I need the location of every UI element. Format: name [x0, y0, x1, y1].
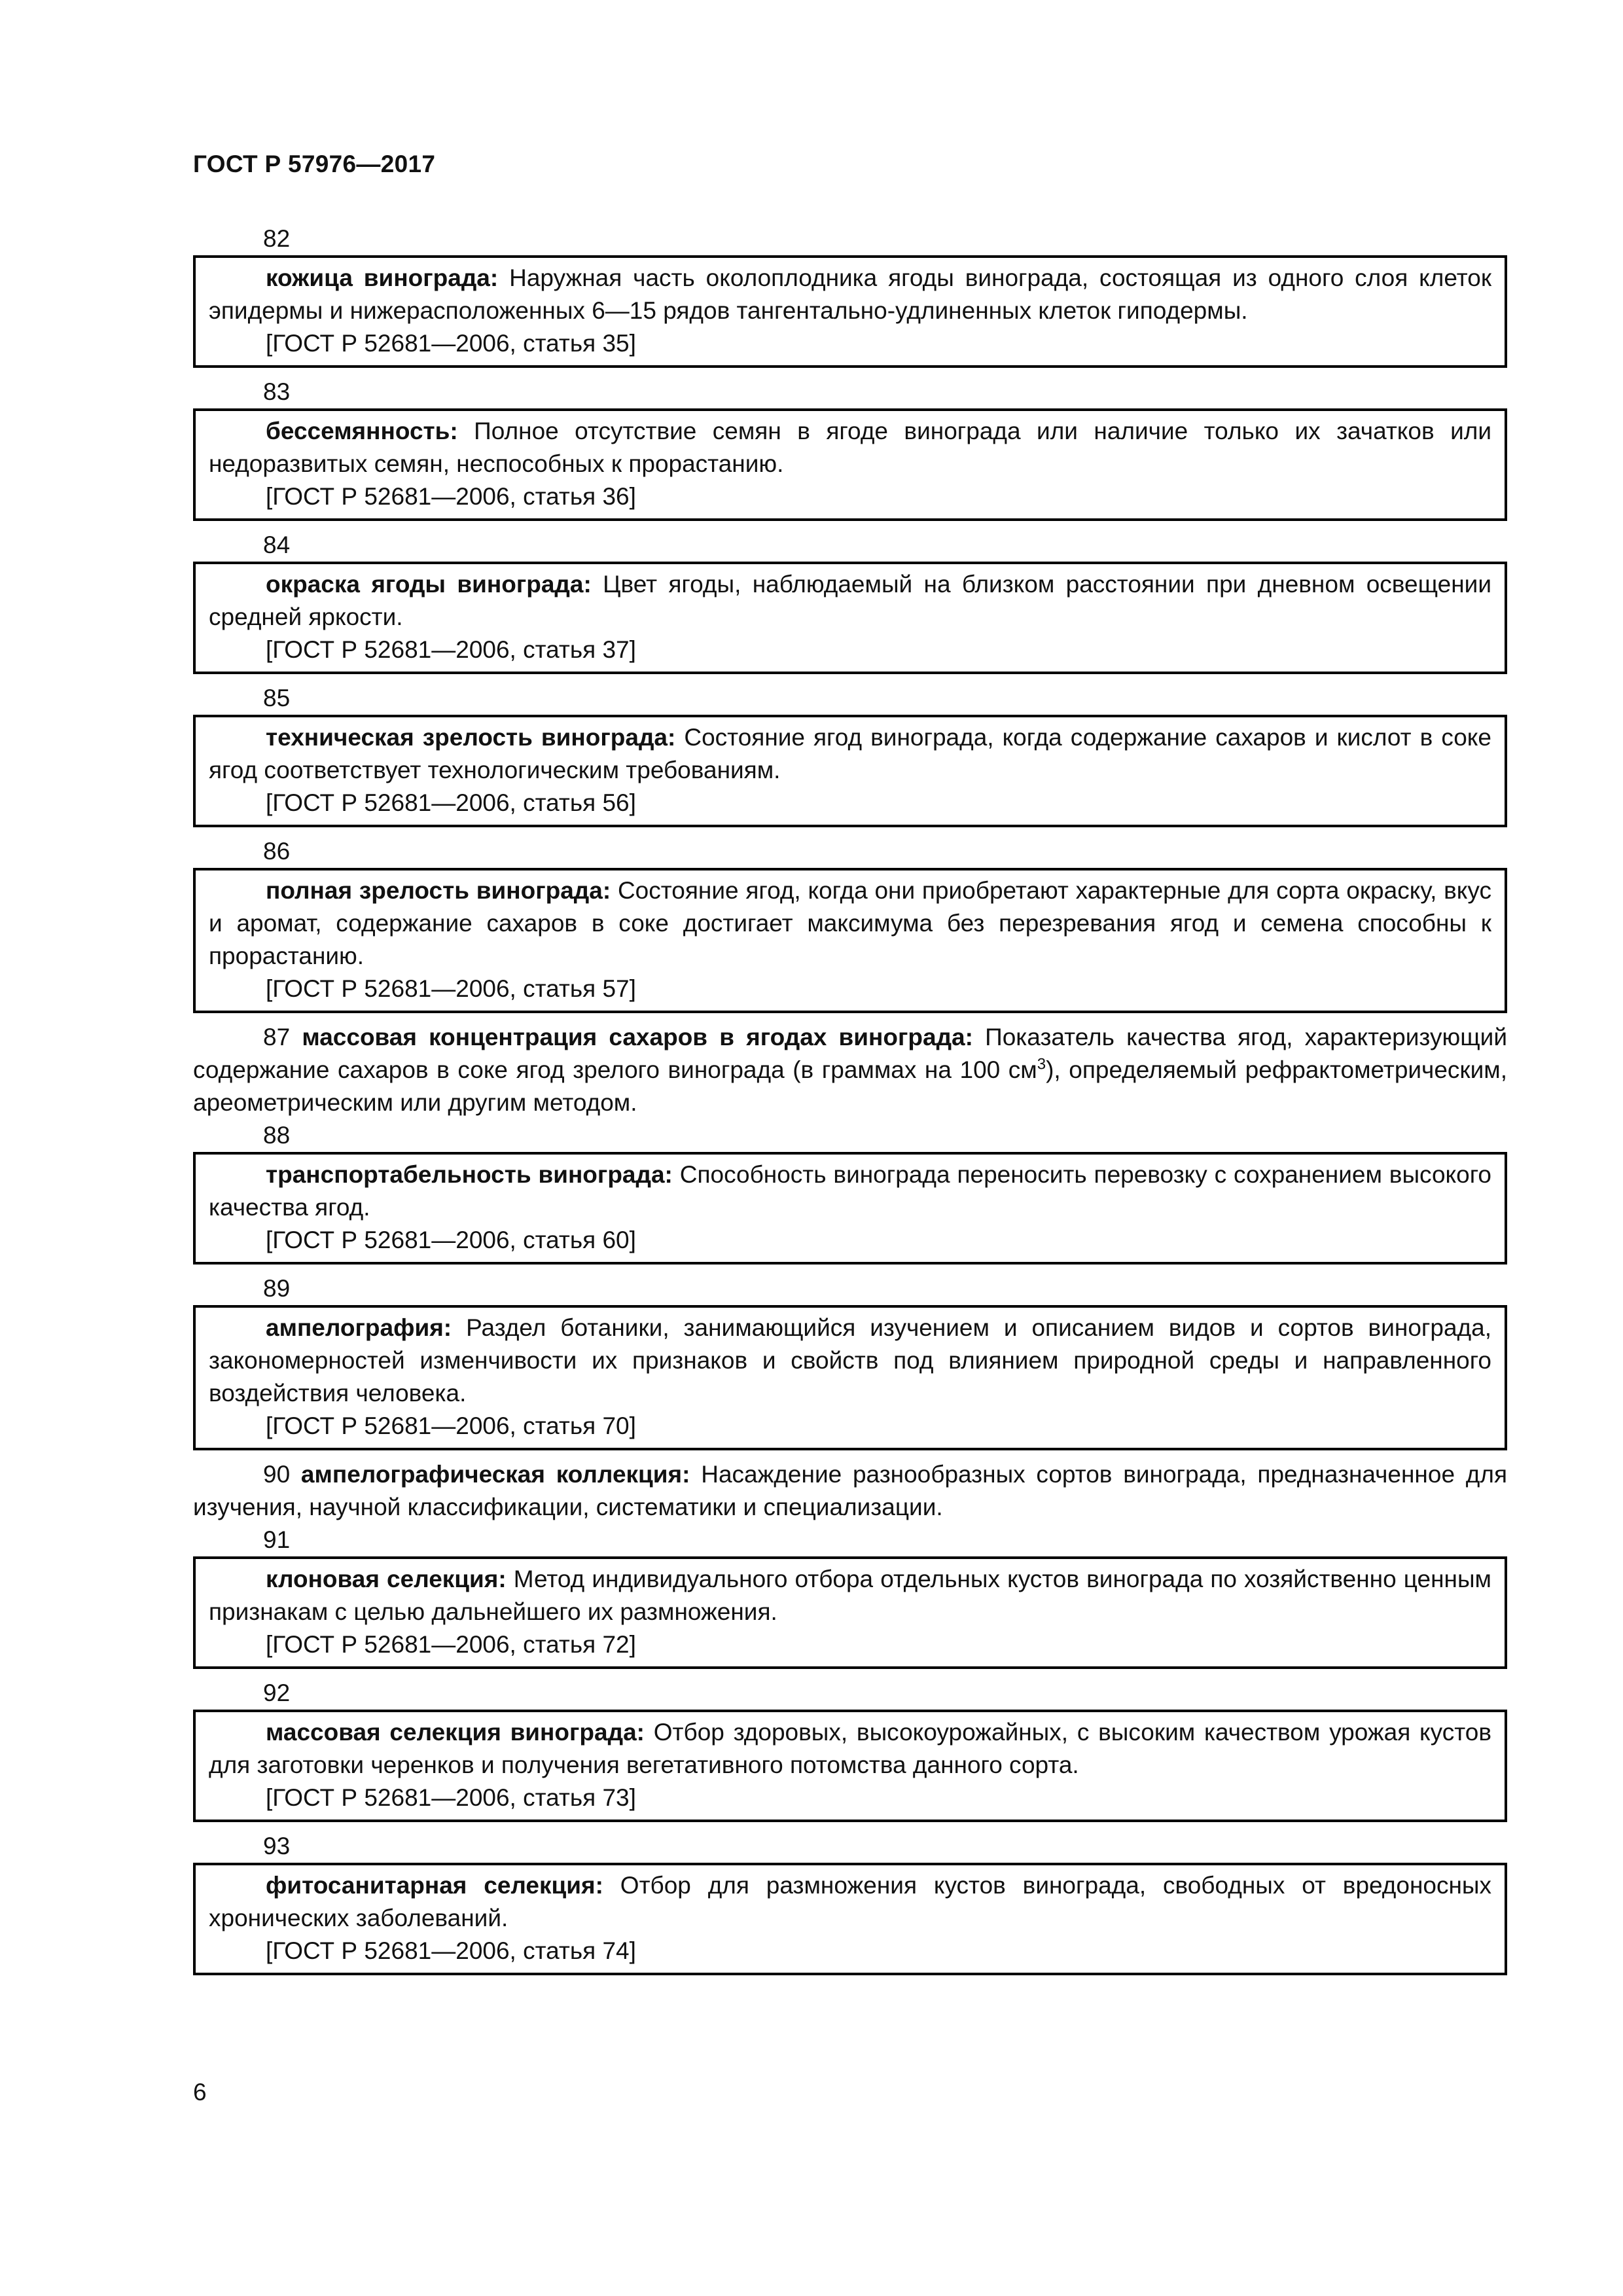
term-name: массовая селекция винограда:: [266, 1719, 645, 1746]
term-box: [193, 408, 1507, 521]
term-name: транспортабельность винограда:: [266, 1161, 673, 1188]
term-name: ампелография:: [266, 1314, 452, 1341]
term-name: полная зрелость винограда:: [266, 877, 611, 904]
definition-text: Показатель качества ягод, характеризующий содержание сахаров в соке ягод зрелого винограда (в граммах на 100 см: [193, 1024, 1507, 1083]
term-definition: [209, 874, 1491, 973]
entry-number: 82: [263, 225, 291, 252]
term-box: [193, 1152, 1507, 1265]
source-reference: [ГОСТ Р 52681—2006, статья 72]: [266, 1631, 636, 1658]
definition-text: Насаждение разнообразных сортов винограда, предназначенное для изучения, научной классификации, систематики и специализации.: [193, 1461, 1507, 1520]
term-definition: [209, 1158, 1491, 1224]
definition-text: Отбор здоровых, высокоурожайных, с высоким качеством урожая кустов для заготовки черенков и получения вегетативного потомства данного сорта.: [209, 1719, 1491, 1778]
term-name: кожица винограда:: [266, 264, 499, 291]
entry-number: 86: [263, 838, 291, 865]
term-definition-unboxed: [193, 1458, 1507, 1524]
entry-number: 90: [263, 1461, 291, 1488]
term-name: ампелографическая коллекция:: [300, 1461, 690, 1488]
term-box: [193, 1556, 1507, 1669]
term-box: [193, 255, 1507, 368]
source-reference: [ГОСТ Р 52681—2006, статья 37]: [266, 636, 636, 663]
term-definition: [209, 415, 1491, 480]
term-name: фитосанитарная селекция:: [266, 1872, 603, 1899]
definition-text: ), определяемый рефрактометрическим, ареометрическим или другим методом.: [193, 1056, 1507, 1116]
source-reference: [ГОСТ Р 52681—2006, статья 57]: [266, 975, 636, 1002]
definition-text: Состояние ягод, когда они приобретают характерные для сорта окраску, вкус и аромат, содержание сахаров в соке достигает максимума без перезревания ягод и семена способны к прорастанию.: [209, 877, 1491, 969]
source-reference: [ГОСТ Р 52681—2006, статья 36]: [266, 483, 636, 510]
definition-text: Цвет ягоды, наблюдаемый на близком расстоянии при дневном освещении средней яркости.: [209, 571, 1491, 630]
source-reference: [ГОСТ Р 52681—2006, статья 70]: [266, 1412, 636, 1439]
term-name: бессемянность:: [266, 418, 458, 444]
term-definition-unboxed: [193, 1021, 1507, 1119]
term-name: клоновая селекция:: [266, 1566, 507, 1592]
term-box: [193, 715, 1507, 827]
term-definition: [209, 1716, 1491, 1782]
definition-text: Полное отсутствие семян в ягоде винограда или наличие только их зачатков или недоразвитых семян, неспособных к прорастанию.: [209, 418, 1491, 477]
page-number: 6: [193, 2079, 207, 2106]
term-definition: [209, 262, 1491, 327]
source-reference: [ГОСТ Р 52681—2006, статья 74]: [266, 1937, 636, 1964]
definition-text: Раздел ботаники, занимающийся изучением и описанием видов и сортов винограда, закономерностей изменчивости их признаков и свойств под влиянием природной среды и направленного воздействия человека.: [209, 1314, 1491, 1407]
entry-number: 93: [263, 1833, 291, 1859]
term-definition: [209, 1563, 1491, 1628]
definition-text: Способность винограда переносить перевозку с сохранением высокого качества ягод.: [209, 1161, 1491, 1221]
entry-number: 89: [263, 1275, 291, 1302]
term-box: [193, 1710, 1507, 1822]
document-header: ГОСТ Р 57976—2017: [193, 151, 436, 177]
entry-number: 92: [263, 1679, 291, 1706]
term-definition: [209, 1869, 1491, 1935]
term-name: техническая зрелость винограда:: [266, 724, 676, 751]
source-reference: [ГОСТ Р 52681—2006, статья 73]: [266, 1784, 636, 1811]
entry-number: 91: [263, 1526, 291, 1553]
source-reference: [ГОСТ Р 52681—2006, статья 60]: [266, 1227, 636, 1253]
entry-number: 83: [263, 378, 291, 405]
term-box: [193, 1305, 1507, 1450]
term-box: [193, 1863, 1507, 1975]
term-name: массовая концентрация сахаров в ягодах винограда:: [302, 1024, 973, 1050]
definition-text: Состояние ягод винограда, когда содержание сахаров и кислот в соке ягод соответствует технологическим требованиям.: [209, 724, 1491, 783]
superscript: 3: [1037, 1055, 1046, 1073]
entry-number: 88: [263, 1122, 291, 1149]
entry-number: 87: [263, 1024, 291, 1050]
definition-text: Наружная часть околоплодника ягоды винограда, состоящая из одного слоя клеток эпидермы и нижерасположенных 6—15 рядов тангентально-удлиненных клеток гиподермы.: [209, 264, 1492, 324]
term-definition: [209, 1312, 1491, 1410]
definition-text: Отбор для размножения кустов винограда, свободных от вредоносных хронических заболеваний.: [209, 1872, 1491, 1931]
term-name: окраска ягоды винограда:: [266, 571, 592, 598]
term-box: [193, 562, 1507, 674]
definition-text: Метод индивидуального отбора отдельных кустов винограда по хозяйственно ценным признакам с целью дальнейшего их размножения.: [209, 1566, 1491, 1625]
term-definition: [209, 568, 1491, 634]
term-box: [193, 868, 1507, 1013]
source-reference: [ГОСТ Р 52681—2006, статья 35]: [266, 330, 636, 357]
entry-number: 84: [263, 531, 291, 558]
term-definition: [209, 721, 1491, 787]
terms-list: [193, 223, 1507, 1983]
entry-number: 85: [263, 685, 291, 711]
source-reference: [ГОСТ Р 52681—2006, статья 56]: [266, 789, 636, 816]
